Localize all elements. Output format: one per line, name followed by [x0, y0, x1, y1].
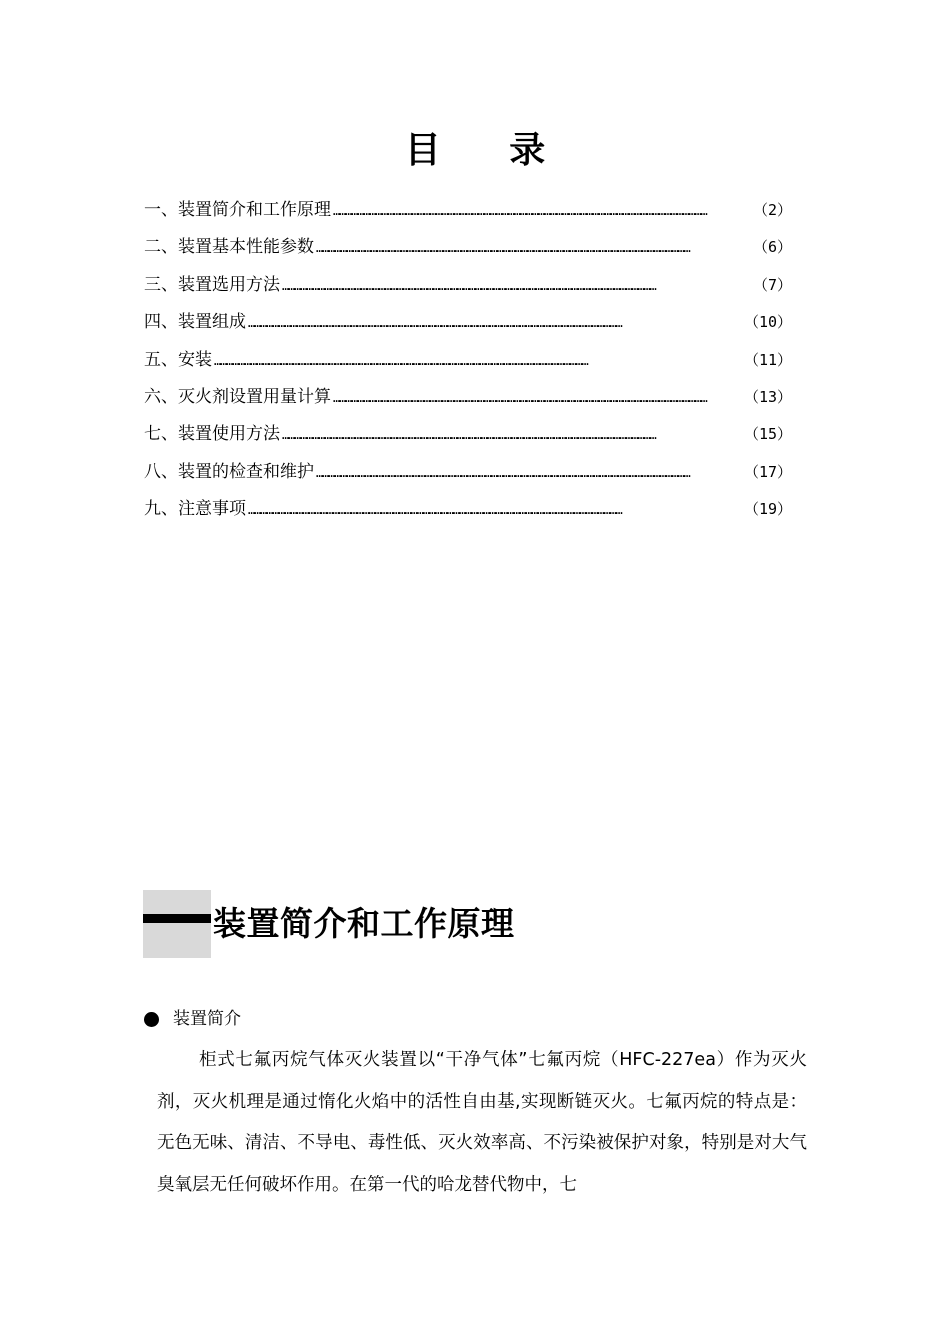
- chapter-heading: [143, 890, 515, 958]
- toc-item-label: 一、装置简介和工作原理: [144, 200, 331, 220]
- toc-item-page: （7）: [752, 275, 792, 294]
- toc-item-label: 七、装置使用方法: [144, 424, 280, 445]
- toc-dot-leader: [316, 231, 751, 265]
- toc-item[interactable]: [144, 305, 792, 342]
- toc-item-label: 四、装置组成: [144, 312, 246, 333]
- bullet-icon: [144, 1012, 159, 1027]
- section-heading: [144, 1005, 241, 1033]
- toc-dot-leader: [282, 269, 751, 303]
- toc-item[interactable]: [144, 268, 792, 305]
- toc-item-page: （2）: [752, 201, 792, 219]
- toc-item-page: （15）: [743, 425, 792, 444]
- toc-item[interactable]: [144, 455, 792, 492]
- toc-dot-leader: [333, 194, 751, 228]
- toc-item[interactable]: [144, 230, 792, 267]
- section-heading-text: 装置简介: [173, 1009, 241, 1029]
- toc-item-page: （13）: [743, 387, 792, 406]
- toc-item-page: （17）: [743, 462, 792, 481]
- toc-item[interactable]: [144, 193, 792, 230]
- toc-item-page: （10）: [743, 313, 792, 332]
- toc-item-label: 五、安装: [144, 349, 212, 370]
- chapter-number-bar: [143, 914, 211, 923]
- toc-dot-leader: [333, 381, 742, 415]
- chapter-title: 装置简介和工作原理: [213, 904, 515, 943]
- body-paragraph: 柜式七氟丙烷气体灭火装置以“干净气体”七氟丙烷（HFC-227ea）作为灭火剂，灭火机理是通过惰化火焰中的活性自由基,实现断链灭火。七氟丙烷的特点是：无色无味、清洁、不导电、毒性低、灭火效率高、不污染被保护对象，特别是对大气臭氧层无任何破坏作用。在第一代的哈龙替代物中，七: [157, 1050, 807, 1195]
- toc-item-label: 九、注意事项: [144, 499, 246, 520]
- toc-item[interactable]: [144, 492, 792, 529]
- toc-dot-leader: [282, 418, 742, 452]
- toc-item-page: （6）: [752, 238, 792, 257]
- toc-dot-leader: [214, 344, 742, 378]
- toc-item-label: 三、装置选用方法: [144, 274, 280, 295]
- toc-item-label: 八、装置的检查和维护: [144, 461, 314, 482]
- toc-item[interactable]: [144, 380, 792, 417]
- toc-item-page: （11）: [743, 350, 792, 369]
- toc-dot-leader: [248, 493, 742, 527]
- toc-dot-leader: [316, 456, 742, 490]
- toc-item[interactable]: [144, 343, 792, 380]
- toc-title: 目 录: [404, 130, 574, 171]
- toc-item-label: 六、灭火剂设置用量计算: [144, 386, 331, 407]
- toc-list: [144, 193, 792, 530]
- chapter-number-one-mark: [143, 890, 211, 958]
- toc-item-page: （19）: [743, 500, 792, 519]
- toc-dot-leader: [248, 306, 742, 340]
- toc-item-label: 二、装置基本性能参数: [144, 237, 314, 258]
- toc-item[interactable]: [144, 417, 792, 454]
